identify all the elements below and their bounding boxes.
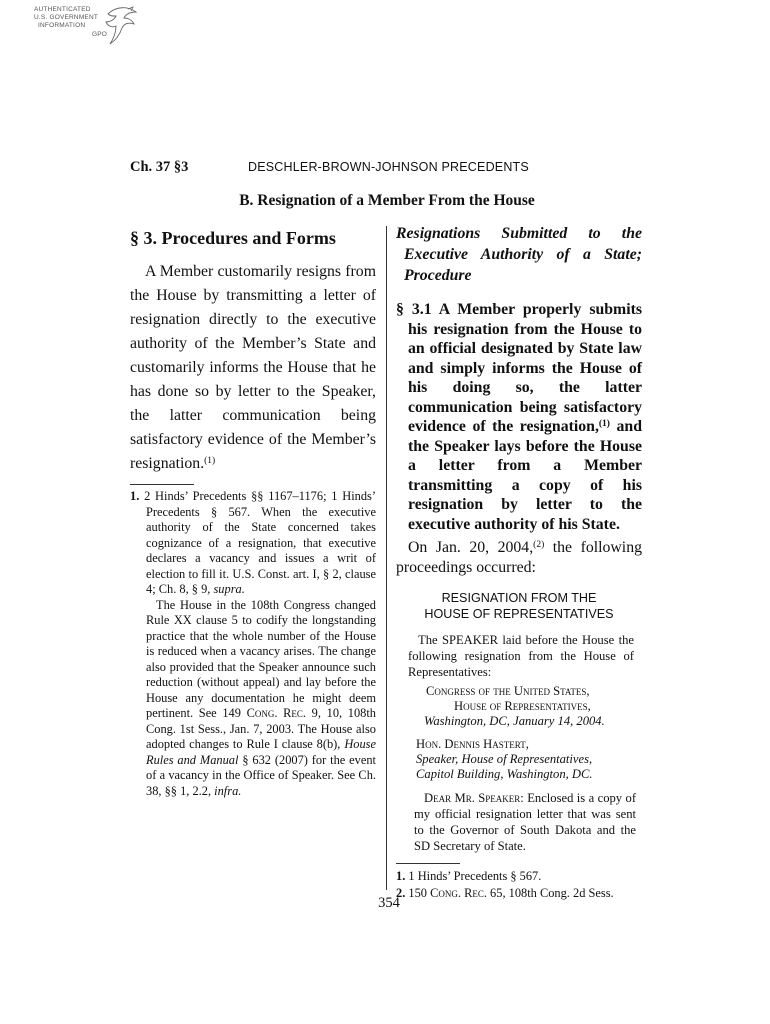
letter-body	[414, 790, 636, 854]
footnote-text: § 632 (2007) for the event of a vacancy in the Office of Speaker. See Ch. 38, §§ 1, 2.2,	[146, 752, 376, 798]
footnote-ref: (2)	[533, 540, 545, 550]
running-head	[130, 159, 660, 177]
footnote-italic: House Rules and Manual	[146, 737, 376, 767]
left-column	[130, 223, 376, 799]
footnote-rule	[396, 863, 460, 864]
section-heading: § 3. Procedures and Forms	[130, 228, 336, 248]
digest-text: § 3.1 A Member properly submits his resignation from the House to an official designated by State law and simply informs the House of his doing so, the latter communication being satisfactory evidence of the resignation,	[396, 301, 642, 435]
footnote-text: 2 Hinds’ Precedents §§ 1167–1176; 1 Hinds’ Precedents § 567. When the executive authority of the State concerned takes cognizance of a resignation, that executive declares a vacancy and issues a writ of election to fill it. U.S. Const. art. I, § 2, clause 4; Ch. 8, § 9,	[144, 489, 376, 596]
section-paragraph	[130, 260, 376, 476]
footnote-text: 1 Hinds’ Precedents § 567.	[408, 869, 542, 883]
subdivision-heading	[0, 192, 770, 210]
proceeding-heading	[396, 590, 642, 622]
seal-line: U.S. GOVERNMENT	[34, 14, 99, 21]
footnote	[396, 868, 642, 885]
footnote-text: 150	[408, 885, 427, 900]
narrative	[396, 538, 642, 578]
seal-line: AUTHENTICATED	[34, 6, 91, 13]
footnote	[130, 489, 376, 598]
footnote-text: The House in the 108th Congress changed Rule XX clause 5 to codify the longstanding practice that the whole number of the House is reduced when a vacancy arises. The change also provided that the Speaker announce such reduction (without appeal) and lay before the House any documentation he might deem pertinent. See 149	[146, 597, 376, 720]
footnote-text: 65, 108th Cong. 2d Sess.	[490, 885, 614, 900]
topic-heading: Resignations Submitted to the Executive Authority of a State; Procedure	[396, 225, 642, 284]
page-number-text: 354	[378, 895, 400, 911]
footnote-ref: (1)	[204, 456, 216, 466]
right-column	[396, 223, 642, 901]
seal-line: GPO	[92, 31, 108, 38]
chapter-section-label: Ch. 37 §3	[130, 159, 189, 175]
page-number	[0, 895, 770, 912]
footnote-continuation	[130, 598, 376, 800]
footnote-italic: supra.	[213, 582, 245, 596]
narrative-text: the following proceedings occurred:	[396, 539, 642, 576]
proceeding-heading-line: HOUSE OF REPRESENTATIVES	[424, 607, 614, 621]
eagle-icon	[102, 4, 142, 50]
footnote-number: 2.	[396, 885, 406, 900]
congressional-record-abbrev: Cong. Rec.	[246, 706, 306, 720]
addressee-name: Hon. Dennis Hastert,	[416, 737, 529, 751]
letterhead-line: House of Representatives,	[454, 699, 591, 713]
column-divider	[386, 226, 387, 890]
digest-text: and the Speaker lays before the House a letter from a Member transmitting a copy of his resignation by letter to the executive authority of his State.	[408, 418, 642, 533]
letter-text: Enclosed is a copy of my official resignation letter that was sent to the Governor of South Dakota and the SD Secretary of State.	[414, 791, 637, 853]
paragraph-text: A Member customarily resigns from the House by transmitting a letter of resignation directly to the executive authority of the Member’s State and customarily informs the House that he has done so by letter to the Speaker, the latter communication being satisfactory evidence of the Member’s resignation.	[130, 263, 376, 472]
addressee-line: Speaker, House of Representatives,	[416, 752, 593, 766]
footnote-italic: infra.	[214, 783, 242, 798]
subdivision-heading-text: B. Resignation of a Member From the House	[239, 192, 535, 209]
letterhead-line: Congress of the United States,	[426, 684, 590, 698]
footnote-rule	[130, 484, 194, 485]
letterhead	[416, 684, 642, 729]
letter-date: Washington, DC, January 14, 2004.	[424, 714, 605, 728]
publication-title: DESCHLER-BROWN-JOHNSON PRECEDENTS	[248, 160, 529, 174]
authentication-seal	[34, 4, 144, 50]
addressee-block	[416, 737, 642, 782]
precedent-digest	[396, 300, 642, 534]
footnote-number: 1.	[396, 869, 406, 883]
footnote-number: 1.	[130, 489, 140, 503]
addressee-line: Capitol Building, Washington, DC.	[416, 767, 593, 781]
proceeding-text: The SPEAKER laid before the House the following resignation from the House of Representatives:	[408, 633, 634, 679]
narrative-text: On Jan. 20, 2004,	[408, 539, 534, 556]
congressional-record-abbrev: Cong. Rec.	[430, 885, 487, 900]
proceeding-heading-line: RESIGNATION FROM THE	[441, 591, 597, 605]
seal-line: INFORMATION	[38, 22, 86, 29]
footnote-text: 9, 10, 108th Cong. 1st Sess., Jan. 7, 2003. The House also adopted changes to Rule I clause 8(b),	[146, 706, 376, 751]
footnote-ref: (1)	[598, 419, 610, 429]
salutation: Dear Mr. Speaker:	[424, 791, 524, 805]
